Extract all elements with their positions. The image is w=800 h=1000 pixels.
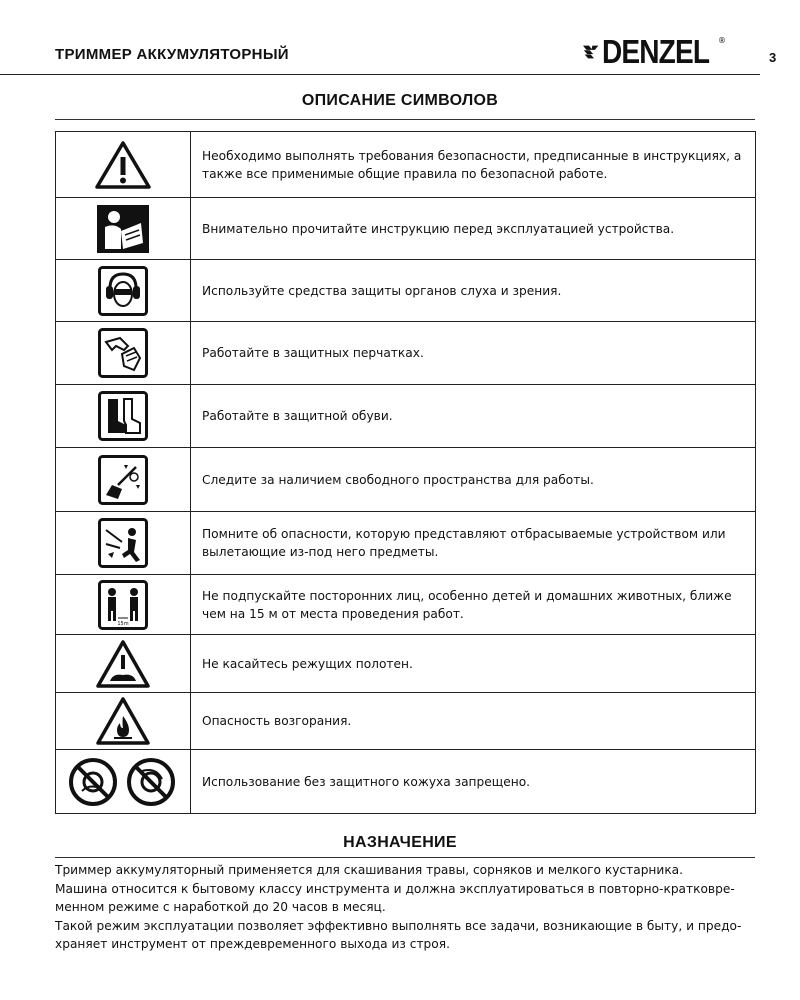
- table-row: [56, 512, 756, 575]
- symbols-section-divider: [55, 119, 755, 120]
- purpose-line: менном режиме с наработкой до 20 часов в месяц.: [55, 900, 386, 914]
- protective-boots-icon: [98, 391, 148, 441]
- keep-bystanders-away-icon: [98, 580, 148, 630]
- ear-eye-protection-icon: [98, 266, 148, 316]
- read-manual-icon: [97, 205, 149, 253]
- symbol-description: Следите за наличием свободного пространства для работы.: [191, 448, 756, 512]
- brand-name: DENZEL: [602, 33, 710, 70]
- symbols-table: [55, 131, 756, 814]
- symbol-description: Работайте в защитной обуви.: [191, 385, 756, 448]
- purpose-section-title: НАЗНАЧЕНИЕ: [343, 834, 457, 851]
- header-divider: [0, 74, 760, 75]
- registered-mark: ®: [718, 36, 726, 45]
- no-guard-prohibited-icon: [66, 757, 180, 807]
- symbol-description: Не подпускайте посторонних лиц, особенно детей и домашних животных, ближе чем на 15 м от места проведения работ.: [191, 575, 756, 635]
- symbol-description: Не касайтесь режущих полотен.: [191, 635, 756, 693]
- protective-gloves-icon: [98, 328, 148, 378]
- table-row: [56, 635, 756, 693]
- symbol-description: Опасность возгорания.: [191, 693, 756, 750]
- flying-objects-icon: [98, 518, 148, 568]
- symbol-description: Необходимо выполнять требования безопасности, предписанные в инструкциях, а также все применимые общие правила по безопасной работе.: [191, 132, 756, 198]
- table-row: [56, 385, 756, 448]
- table-row: [56, 322, 756, 385]
- denzel-emblem-icon: [583, 35, 600, 69]
- purpose-section-divider: [55, 857, 755, 858]
- fire-hazard-icon: [95, 696, 151, 746]
- purpose-text: [55, 861, 767, 954]
- symbol-description: Внимательно прочитайте инструкцию перед эксплуатацией устройства.: [191, 198, 756, 260]
- table-row: [56, 448, 756, 512]
- symbol-description: Использование без защитного кожуха запрещено.: [191, 750, 756, 814]
- table-row: [56, 575, 756, 635]
- purpose-line: Машина относится к бытовому классу инструмента и должна эксплуатироваться в повторно-кратковре-: [55, 881, 735, 896]
- clear-workspace-icon: [98, 455, 148, 505]
- symbol-description: Работайте в защитных перчатках.: [191, 322, 756, 385]
- cutting-blade-warning-icon: [95, 639, 151, 689]
- symbols-section-title: ОПИСАНИЕ СИМВОЛОВ: [301, 92, 499, 109]
- purpose-line: Такой режим эксплуатации позволяет эффективно выполнять все задачи, возникающие в быту, и предо-: [55, 918, 742, 933]
- purpose-line: храняет инструмент от преждевременного выхода из строя.: [55, 937, 450, 951]
- symbol-description: Используйте средства защиты органов слуха и зрения.: [191, 260, 756, 322]
- table-row: [56, 693, 756, 750]
- table-row: [56, 132, 756, 198]
- purpose-line: Триммер аккумуляторный применяется для скашивания травы, сорняков и мелкого кустарника.: [55, 863, 684, 877]
- page-number: 3: [769, 50, 777, 65]
- table-row: [56, 260, 756, 322]
- brand-logo: [583, 32, 728, 72]
- symbol-description: Помните об опасности, которую представляют отбрасываемые устройством или вылетающие из-под него предметы.: [191, 512, 756, 575]
- svg-text:15m: 15m: [117, 620, 129, 627]
- document-title: ТРИММЕР АККУМУЛЯТОРНЫЙ: [55, 46, 289, 63]
- table-row: [56, 198, 756, 260]
- table-row: [56, 750, 756, 814]
- warning-triangle-icon: [94, 140, 152, 190]
